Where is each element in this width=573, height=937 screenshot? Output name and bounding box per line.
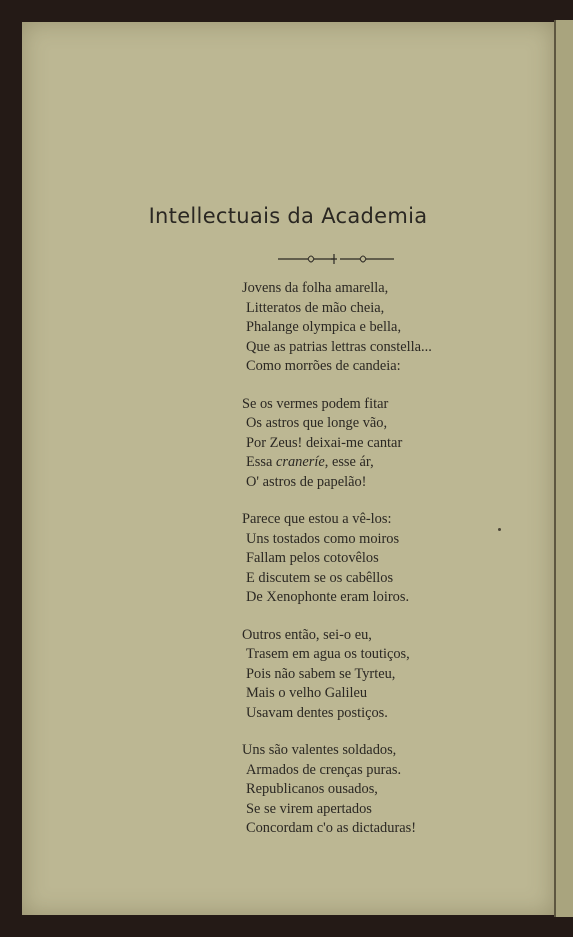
verse-line: Parece que estou a vê-los: — [242, 511, 392, 527]
verse-line: Mais o velho Galileu — [246, 685, 368, 701]
verse-line: Que as patrias lettras constella... — [246, 338, 432, 355]
verse-line: Concordam c'o as dictaduras! — [246, 820, 417, 836]
verse-line: E discutem se os cabêllos — [246, 569, 394, 586]
poem-title: Intellectuais da Academia — [148, 204, 428, 228]
verse-line: Jovens da folha amarella, — [242, 280, 389, 296]
verse-line: Por Zeus! deixai-me cantar — [246, 434, 403, 451]
verse-line: Phalange olympica e bella, — [246, 319, 402, 335]
stanza — [242, 279, 432, 377]
verse-line: Se os vermes podem fitar — [242, 395, 389, 412]
stanza — [242, 741, 432, 839]
stanza — [242, 626, 432, 724]
poem-body — [242, 279, 432, 857]
adjacent-page-edge — [554, 20, 573, 917]
stanza — [242, 510, 432, 608]
verse-line: Se se virem apertados — [246, 800, 372, 817]
verse-line: Os astros que longe vão, — [246, 415, 388, 431]
verse-line: Uns são valentes soldados, — [242, 742, 397, 758]
verse-line: Usavam dentes postiços. — [246, 704, 388, 721]
stanza — [242, 395, 432, 493]
verse-line: Pois não sabem se Tyrteu, — [246, 665, 396, 682]
verse-line: De Xenophonte eram loiros. — [246, 589, 410, 605]
ink-speck — [498, 528, 501, 531]
verse-line: Trasem em agua os toutiços, — [246, 646, 410, 662]
verse-line: Uns tostados como moiros — [246, 530, 400, 547]
verse-line: Fallam pelos cotovêlos — [246, 550, 379, 566]
book-page — [22, 22, 554, 915]
verse-line: Armados de crenças puras. — [246, 761, 402, 778]
verse-line: O' astros de papelão! — [246, 473, 367, 490]
verse-line: Republicanos ousados, — [246, 781, 378, 797]
verse-line: Outros então, sei-o eu, — [242, 626, 372, 643]
verse-line: Litteratos de mão cheia, — [246, 299, 385, 316]
verse-line: Como morrões de candeia: — [246, 358, 401, 374]
verse-line: Essa craneríe, esse ár, — [246, 454, 374, 470]
title-ornament — [276, 251, 396, 267]
